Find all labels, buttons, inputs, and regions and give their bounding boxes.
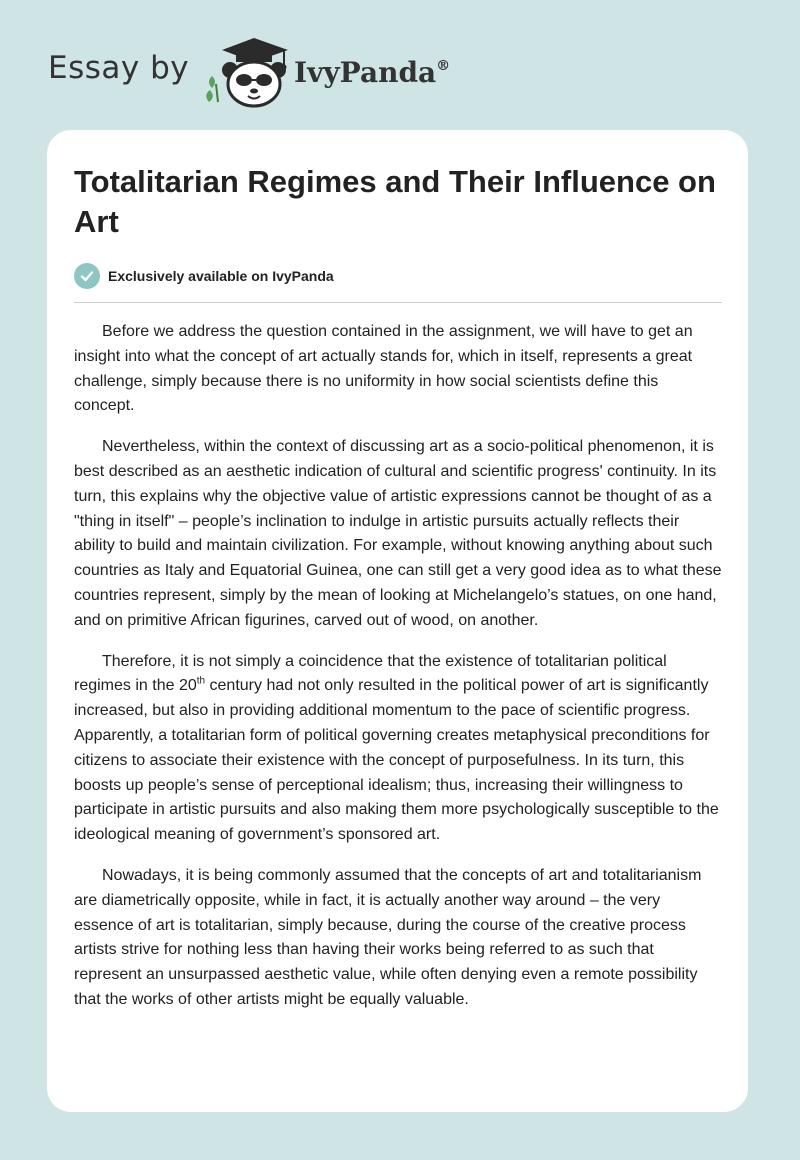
essay-card	[47, 130, 748, 1112]
brand-prefix: Essay by	[48, 50, 190, 86]
paragraph: Nowadays, it is being commonly assumed that the concepts of art and totalitarianism are diametrically opposite, while in fact, it is actually another way around – the very essence of art is totalitarian, simply because, during the course of the creative process artists strive for nothing less than having their works being referred to as such that represent an unsurpassed aesthetic value, while often denying even a remote possibility that the works of other artists might be equally valuable.	[74, 866, 702, 1008]
badge-label: Exclusively available on IvyPanda	[108, 268, 334, 284]
exclusive-badge	[74, 263, 334, 289]
paragraph: Therefore, it is not simply a coincidence that the existence of totalitarian political regimes in the 20th century had not only resulted in the political power of art is significantly increased, but also in providing additional momentum to the pace of scientific progress. Apparently, a totalitarian form of political governing creates metaphysical preconditions for citizens to associate their existence with the concept of purposefulness. In its turn, this boosts up people’s sense of perceptional idealism; thus, increasing their willingness to participate in artistic pursuits and also making them more psychologically susceptible to the ideological meaning of government’s sponsored art.	[74, 652, 719, 844]
site-header	[0, 0, 800, 120]
paragraph: Before we address the question contained in the assignment, we will have to get an insight into what the concept of art actually stands for, which in itself, represents a great challenge, simply because there is no uniformity in how social scientists define this concept.	[74, 323, 693, 415]
paragraph: Nevertheless, within the context of discussing art as a socio-political phenomenon, it is best described as an aesthetic indication of cultural and scientific progress' continuity. In its turn, this explains why the objective value of artistic expressions cannot be thought of as a "thing in itself" – people’s inclination to indulge in artistic pursuits actually reflects their ability to build and maintain civilization. For example, without knowing anything about such countries as Italy and Equatorial Guinea, one can still get a very good idea as to what these countries represent, simply by the mean of looking at Michelangelo’s statues, on one hand, and on primitive African figurines, carved out of wood, on another.	[74, 438, 722, 629]
panda-graduate-icon	[202, 36, 294, 110]
registered-mark: ®	[436, 58, 451, 74]
ordinal-suffix: th	[196, 676, 206, 688]
divider	[74, 302, 722, 303]
check-circle-icon	[74, 263, 100, 289]
page-title: Totalitarian Regimes and Their Influence on Art	[74, 164, 716, 239]
essay-body	[74, 320, 722, 1029]
brand-name: IvyPanda®	[294, 56, 451, 89]
